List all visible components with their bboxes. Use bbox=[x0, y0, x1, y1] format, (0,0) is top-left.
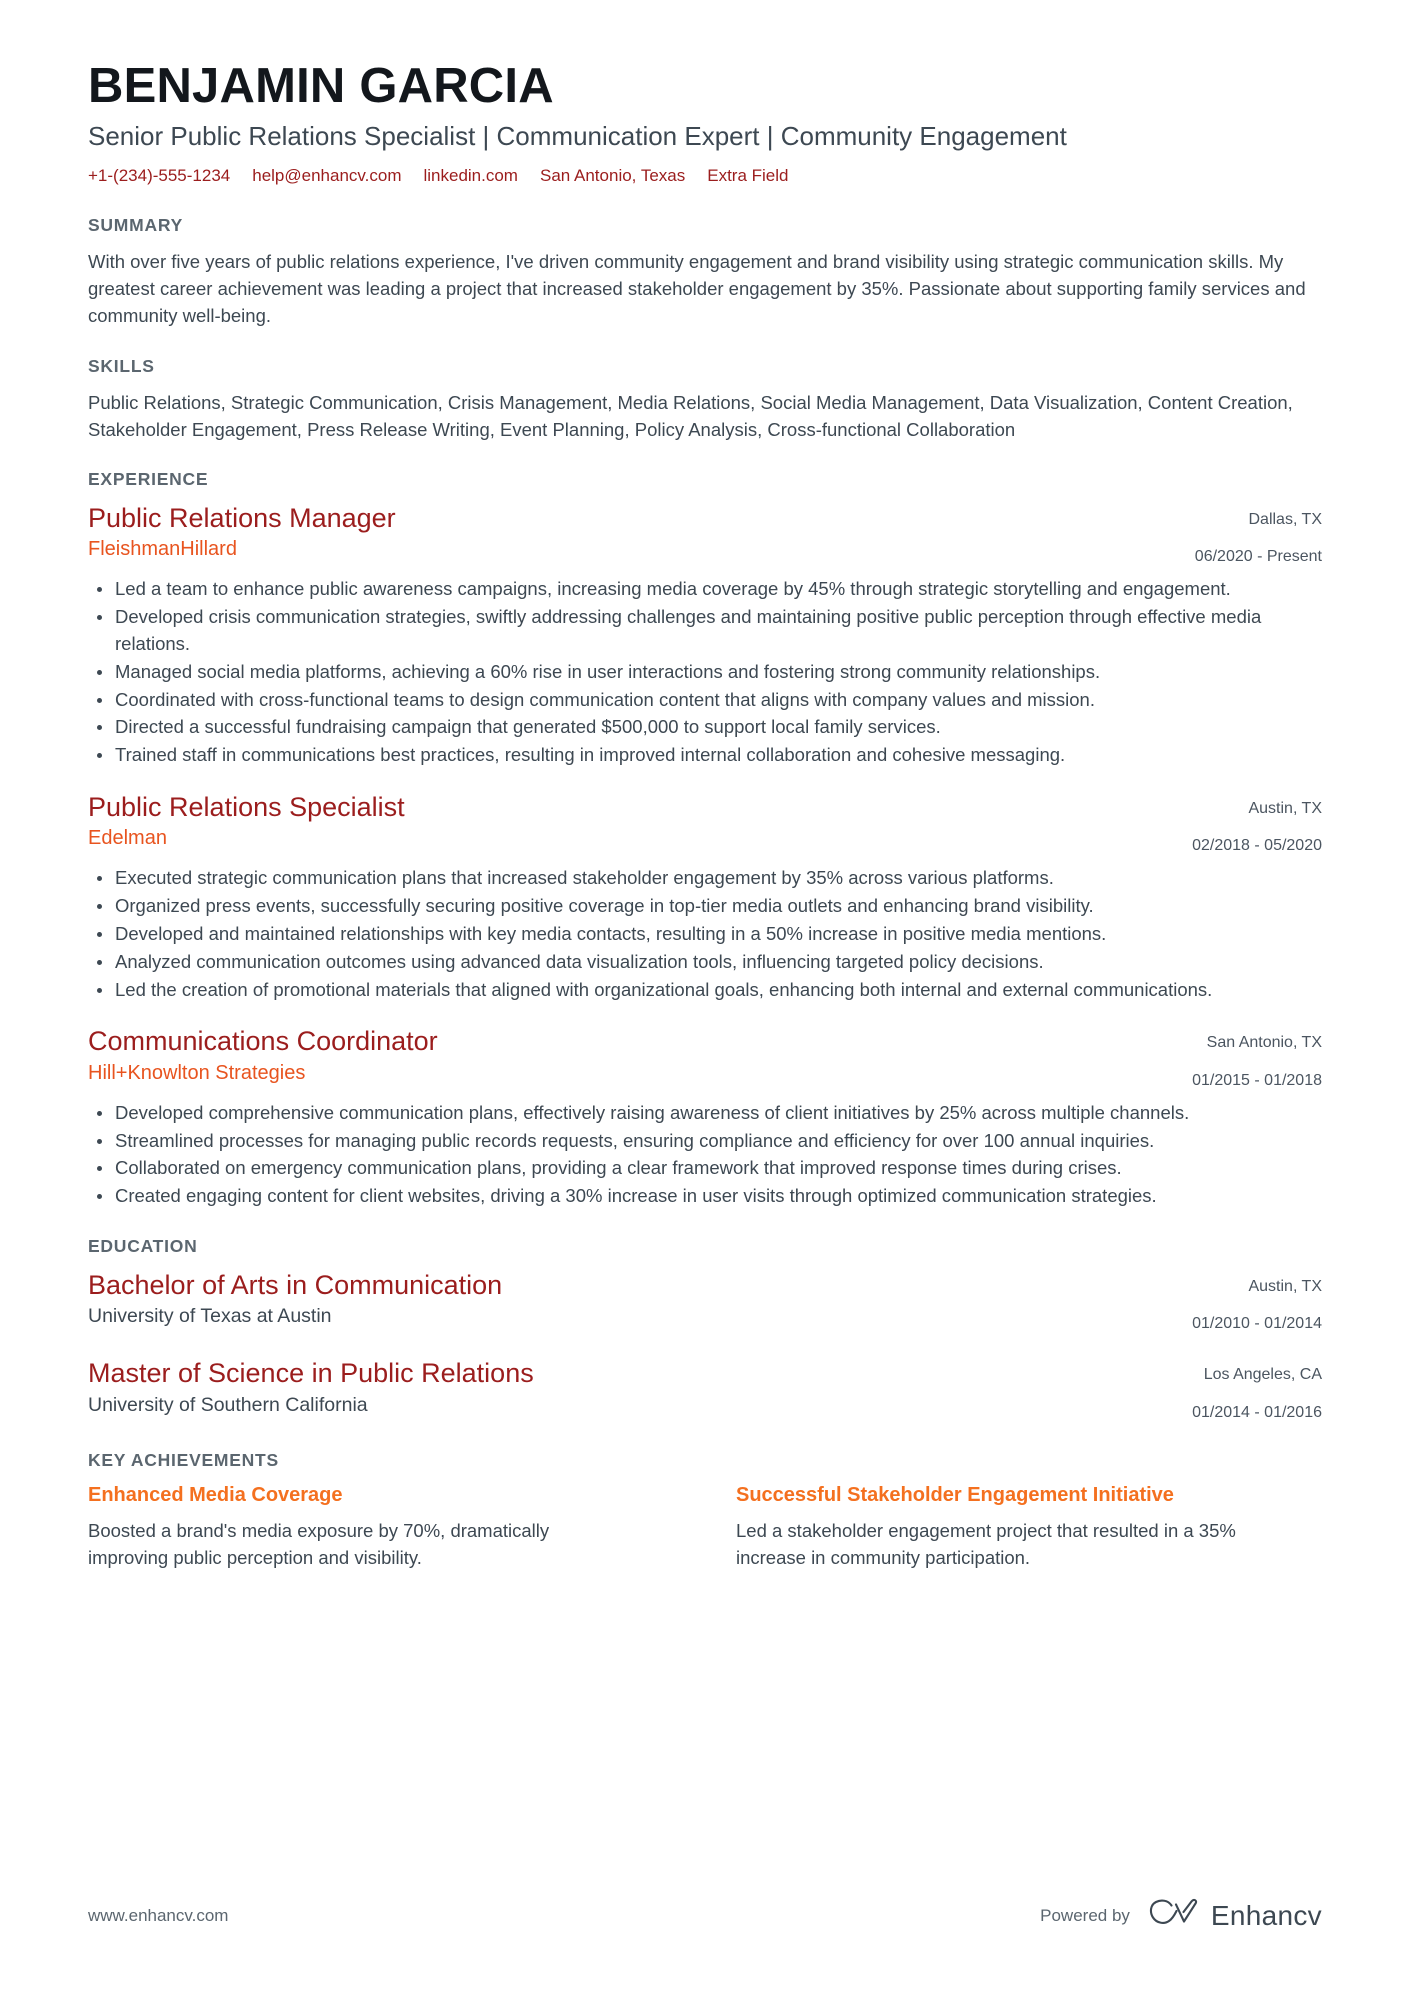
job-location: Austin, TX bbox=[1248, 799, 1322, 817]
contact-phone[interactable]: +1-(234)-555-1234 bbox=[88, 166, 231, 186]
job-bullet: Directed a successful fundraising campaign that generated $500,000 to support local family services. bbox=[88, 714, 1322, 741]
contact-row bbox=[88, 163, 1322, 189]
section-education bbox=[88, 1236, 1322, 1424]
footer-branding bbox=[1040, 1898, 1322, 1933]
experience-entry-meta bbox=[1195, 502, 1322, 568]
job-dates: 06/2020 - Present bbox=[1194, 548, 1322, 566]
section-experience bbox=[88, 469, 1322, 1210]
summary-text: With over five years of public relations experience, I've driven community engagement and brand visibility using strategic communication skills. My greatest career achievement was leading a project that increased stakeholder engagement by 35%. Passionate about supporting family services and community well-being. bbox=[88, 250, 1306, 327]
job-title: Public Relations Manager bbox=[88, 502, 396, 533]
key-achievements-grid bbox=[88, 1483, 1322, 1572]
contact-email[interactable]: help@enhancv.com bbox=[252, 166, 402, 186]
footer-website-url[interactable]: www.enhancv.com bbox=[88, 1905, 229, 1925]
company-name: Edelman bbox=[88, 827, 167, 850]
contact-extra-field[interactable]: Extra Field bbox=[707, 166, 789, 186]
section-summary bbox=[88, 215, 1322, 330]
job-title: Public Relations Specialist bbox=[88, 791, 405, 822]
section-title-summary: SUMMARY bbox=[88, 214, 184, 235]
experience-entry bbox=[88, 502, 1322, 769]
experience-entry-head bbox=[88, 1025, 1322, 1091]
experience-entry-head bbox=[88, 791, 1322, 857]
experience-entry bbox=[88, 1025, 1322, 1210]
education-entry-head bbox=[88, 1357, 1322, 1423]
education-entry-left bbox=[88, 1269, 1192, 1330]
school-dates: 01/2010 - 01/2014 bbox=[1192, 1315, 1322, 1333]
degree-title: Bachelor of Arts in Communication bbox=[88, 1270, 503, 1301]
experience-entry-left bbox=[88, 791, 1192, 851]
powered-by-label: Powered by bbox=[1040, 1905, 1130, 1925]
candidate-name: BENJAMIN GARCIA bbox=[88, 59, 554, 113]
resume-header bbox=[88, 60, 1322, 189]
contact-location: San Antonio, Texas bbox=[539, 166, 686, 186]
key-achievement-item bbox=[88, 1483, 674, 1572]
job-bullets bbox=[88, 865, 1322, 1003]
experience-entry-left bbox=[88, 502, 1195, 562]
job-bullet: Collaborated on emergency communication plans, providing a clear framework that improved response times during crises. bbox=[88, 1155, 1322, 1182]
section-skills bbox=[88, 356, 1322, 443]
company-name: FleishmanHillard bbox=[88, 538, 237, 561]
education-entry bbox=[88, 1357, 1322, 1423]
job-bullet: Managed social media platforms, achieving a 60% rise in user interactions and fostering strong community relationships. bbox=[88, 659, 1322, 686]
school-name: University of Texas at Austin bbox=[88, 1305, 332, 1328]
job-bullet: Led a team to enhance public awareness campaigns, increasing media coverage by 45% through strategic storytelling and engagement. bbox=[88, 576, 1322, 603]
candidate-headline: Senior Public Relations Specialist | Communication Expert | Community Engagement bbox=[88, 120, 1067, 151]
job-bullet: Trained staff in communications best practices, resulting in improved internal collaboration and cohesive messaging. bbox=[88, 742, 1322, 769]
school-dates: 01/2014 - 01/2016 bbox=[1192, 1403, 1322, 1421]
school-location: Los Angeles, CA bbox=[1203, 1366, 1322, 1384]
enhancv-brand bbox=[1148, 1898, 1322, 1933]
section-title-education: EDUCATION bbox=[88, 1236, 198, 1257]
key-achievement-description: Boosted a brand's media exposure by 70%, dramatically improving public perception and visibility. bbox=[88, 1519, 550, 1568]
page-footer bbox=[88, 1898, 1322, 1933]
education-entry-meta bbox=[1192, 1357, 1322, 1423]
experience-entry bbox=[88, 791, 1322, 1003]
school-location: Austin, TX bbox=[1248, 1278, 1322, 1296]
job-bullet: Organized press events, successfully securing positive coverage in top-tier media outlets and enhancing brand visibility. bbox=[88, 893, 1322, 920]
job-bullet: Streamlined processes for managing public records requests, ensuring compliance and efficiency for over 100 annual inquiries. bbox=[88, 1128, 1322, 1155]
key-achievement-item bbox=[736, 1483, 1322, 1572]
job-dates: 01/2015 - 01/2018 bbox=[1192, 1071, 1322, 1089]
skills-text: Public Relations, Strategic Communication, Crisis Management, Media Relations, Social Media Management, Data Visualization, Content Creation, Stakeholder Engagement, Press Release Writing, Event Planning, Policy Analysis, Cross-functional Collaboration bbox=[88, 391, 1293, 440]
experience-entry-meta bbox=[1192, 791, 1322, 857]
experience-entry-head bbox=[88, 502, 1322, 568]
job-bullet: Developed and maintained relationships with key media contacts, resulting in a 50% increase in positive media mentions. bbox=[88, 921, 1322, 948]
job-bullet: Developed comprehensive communication plans, effectively raising awareness of client initiatives by 25% across multiple channels. bbox=[88, 1100, 1322, 1127]
job-bullet: Executed strategic communication plans that increased stakeholder engagement by 35% across various platforms. bbox=[88, 865, 1322, 892]
key-achievement-title: Successful Stakeholder Engagement Initiative bbox=[736, 1483, 1174, 1506]
key-achievement-description: Led a stakeholder engagement project that resulted in a 35% increase in community participation. bbox=[736, 1519, 1236, 1568]
degree-title: Master of Science in Public Relations bbox=[88, 1358, 534, 1389]
job-bullets bbox=[88, 576, 1322, 769]
key-achievement-title: Enhanced Media Coverage bbox=[88, 1483, 343, 1506]
experience-entry-left bbox=[88, 1025, 1192, 1085]
job-location: Dallas, TX bbox=[1248, 510, 1322, 528]
section-title-skills: SKILLS bbox=[88, 355, 155, 376]
section-title-experience: EXPERIENCE bbox=[88, 468, 209, 489]
job-bullet: Created engaging content for client websites, driving a 30% increase in user visits through optimized communication strategies. bbox=[88, 1183, 1322, 1210]
school-name: University of Southern California bbox=[88, 1393, 368, 1416]
company-name: Hill+Knowlton Strategies bbox=[88, 1061, 306, 1084]
job-bullet: Coordinated with cross-functional teams to design communication content that aligns with company values and mission. bbox=[88, 687, 1322, 714]
contact-linkedin[interactable]: linkedin.com bbox=[423, 166, 518, 186]
education-entry-meta bbox=[1192, 1269, 1322, 1335]
job-bullets bbox=[88, 1100, 1322, 1210]
enhancv-logo-icon bbox=[1148, 1898, 1200, 1933]
job-title: Communications Coordinator bbox=[88, 1026, 438, 1057]
job-bullet: Analyzed communication outcomes using advanced data visualization tools, influencing targeted policy decisions. bbox=[88, 949, 1322, 976]
education-entry-left bbox=[88, 1357, 1192, 1418]
education-entry bbox=[88, 1269, 1322, 1335]
experience-entry-meta bbox=[1192, 1025, 1322, 1091]
enhancv-wordmark: Enhancv bbox=[1210, 1899, 1322, 1931]
job-dates: 02/2018 - 05/2020 bbox=[1192, 837, 1322, 855]
section-key-achievements bbox=[88, 1450, 1322, 1572]
section-title-key-achievements: KEY ACHIEVEMENTS bbox=[88, 1449, 279, 1470]
job-location: San Antonio, TX bbox=[1206, 1034, 1322, 1052]
job-bullet: Led the creation of promotional materials that aligned with organizational goals, enhancing both internal and external communications. bbox=[88, 977, 1322, 1004]
education-entry-head bbox=[88, 1269, 1322, 1335]
job-bullet: Developed crisis communication strategies, swiftly addressing challenges and maintaining positive public perception through effective media relations. bbox=[88, 604, 1322, 658]
